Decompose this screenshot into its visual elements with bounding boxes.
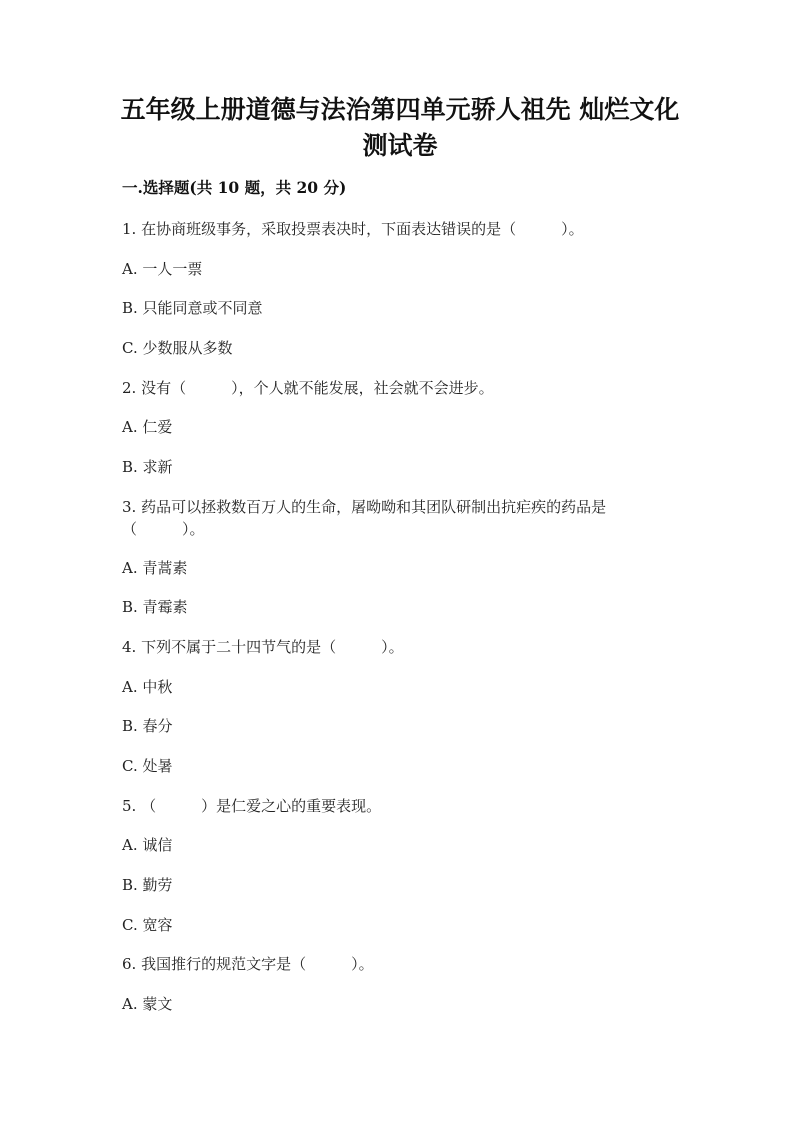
question-5-option-a: A. 诚信 (122, 836, 173, 854)
title-line-1: 五年级上册道德与法治第四单元骄人祖先 灿烂文化 (120, 95, 680, 124)
question-1-stem: 1. 在协商班级事务，采取投票表决时，下面表达错误的是（ ）。 (122, 220, 584, 238)
question-6-option-a: A. 蒙文 (122, 995, 173, 1013)
question-5-option-b: B. 勤劳 (122, 876, 173, 894)
question-4-option-b: B. 春分 (122, 717, 173, 735)
question-1-option-c: C. 少数服从多数 (122, 339, 233, 357)
document-title (80, 92, 720, 164)
question-6-stem: 6. 我国推行的规范文字是（ ）。 (122, 955, 374, 973)
question-5-option-c: C. 宽容 (122, 916, 173, 934)
question-3-option-b: B. 青霉素 (122, 598, 188, 616)
question-5-stem: 5. （ ）是仁爱之心的重要表现。 (122, 797, 382, 815)
title-line-2: 测试卷 (362, 131, 438, 160)
question-2-option-a: A. 仁爱 (122, 418, 173, 436)
question-3-stem-continued: （ ）。 (122, 520, 205, 538)
question-4-stem: 4. 下列不属于二十四节气的是（ ）。 (122, 638, 404, 656)
question-1-option-b: B. 只能同意或不同意 (122, 299, 263, 317)
question-2-option-b: B. 求新 (122, 458, 173, 476)
question-3-option-a: A. 青蒿素 (122, 559, 188, 577)
section-heading: 一.选择题(共 10 题，共 20 分) (122, 178, 347, 197)
question-2-stem: 2. 没有（ ），个人就不能发展，社会就不会进步。 (122, 379, 494, 397)
question-4-option-a: A. 中秋 (122, 678, 173, 696)
question-1-option-a: A. 一人一票 (122, 260, 203, 278)
question-3-stem: 3. 药品可以拯救数百万人的生命，屠呦呦和其团队研制出抗疟疾的药品是 (122, 498, 607, 516)
question-4-option-c: C. 处暑 (122, 757, 173, 775)
